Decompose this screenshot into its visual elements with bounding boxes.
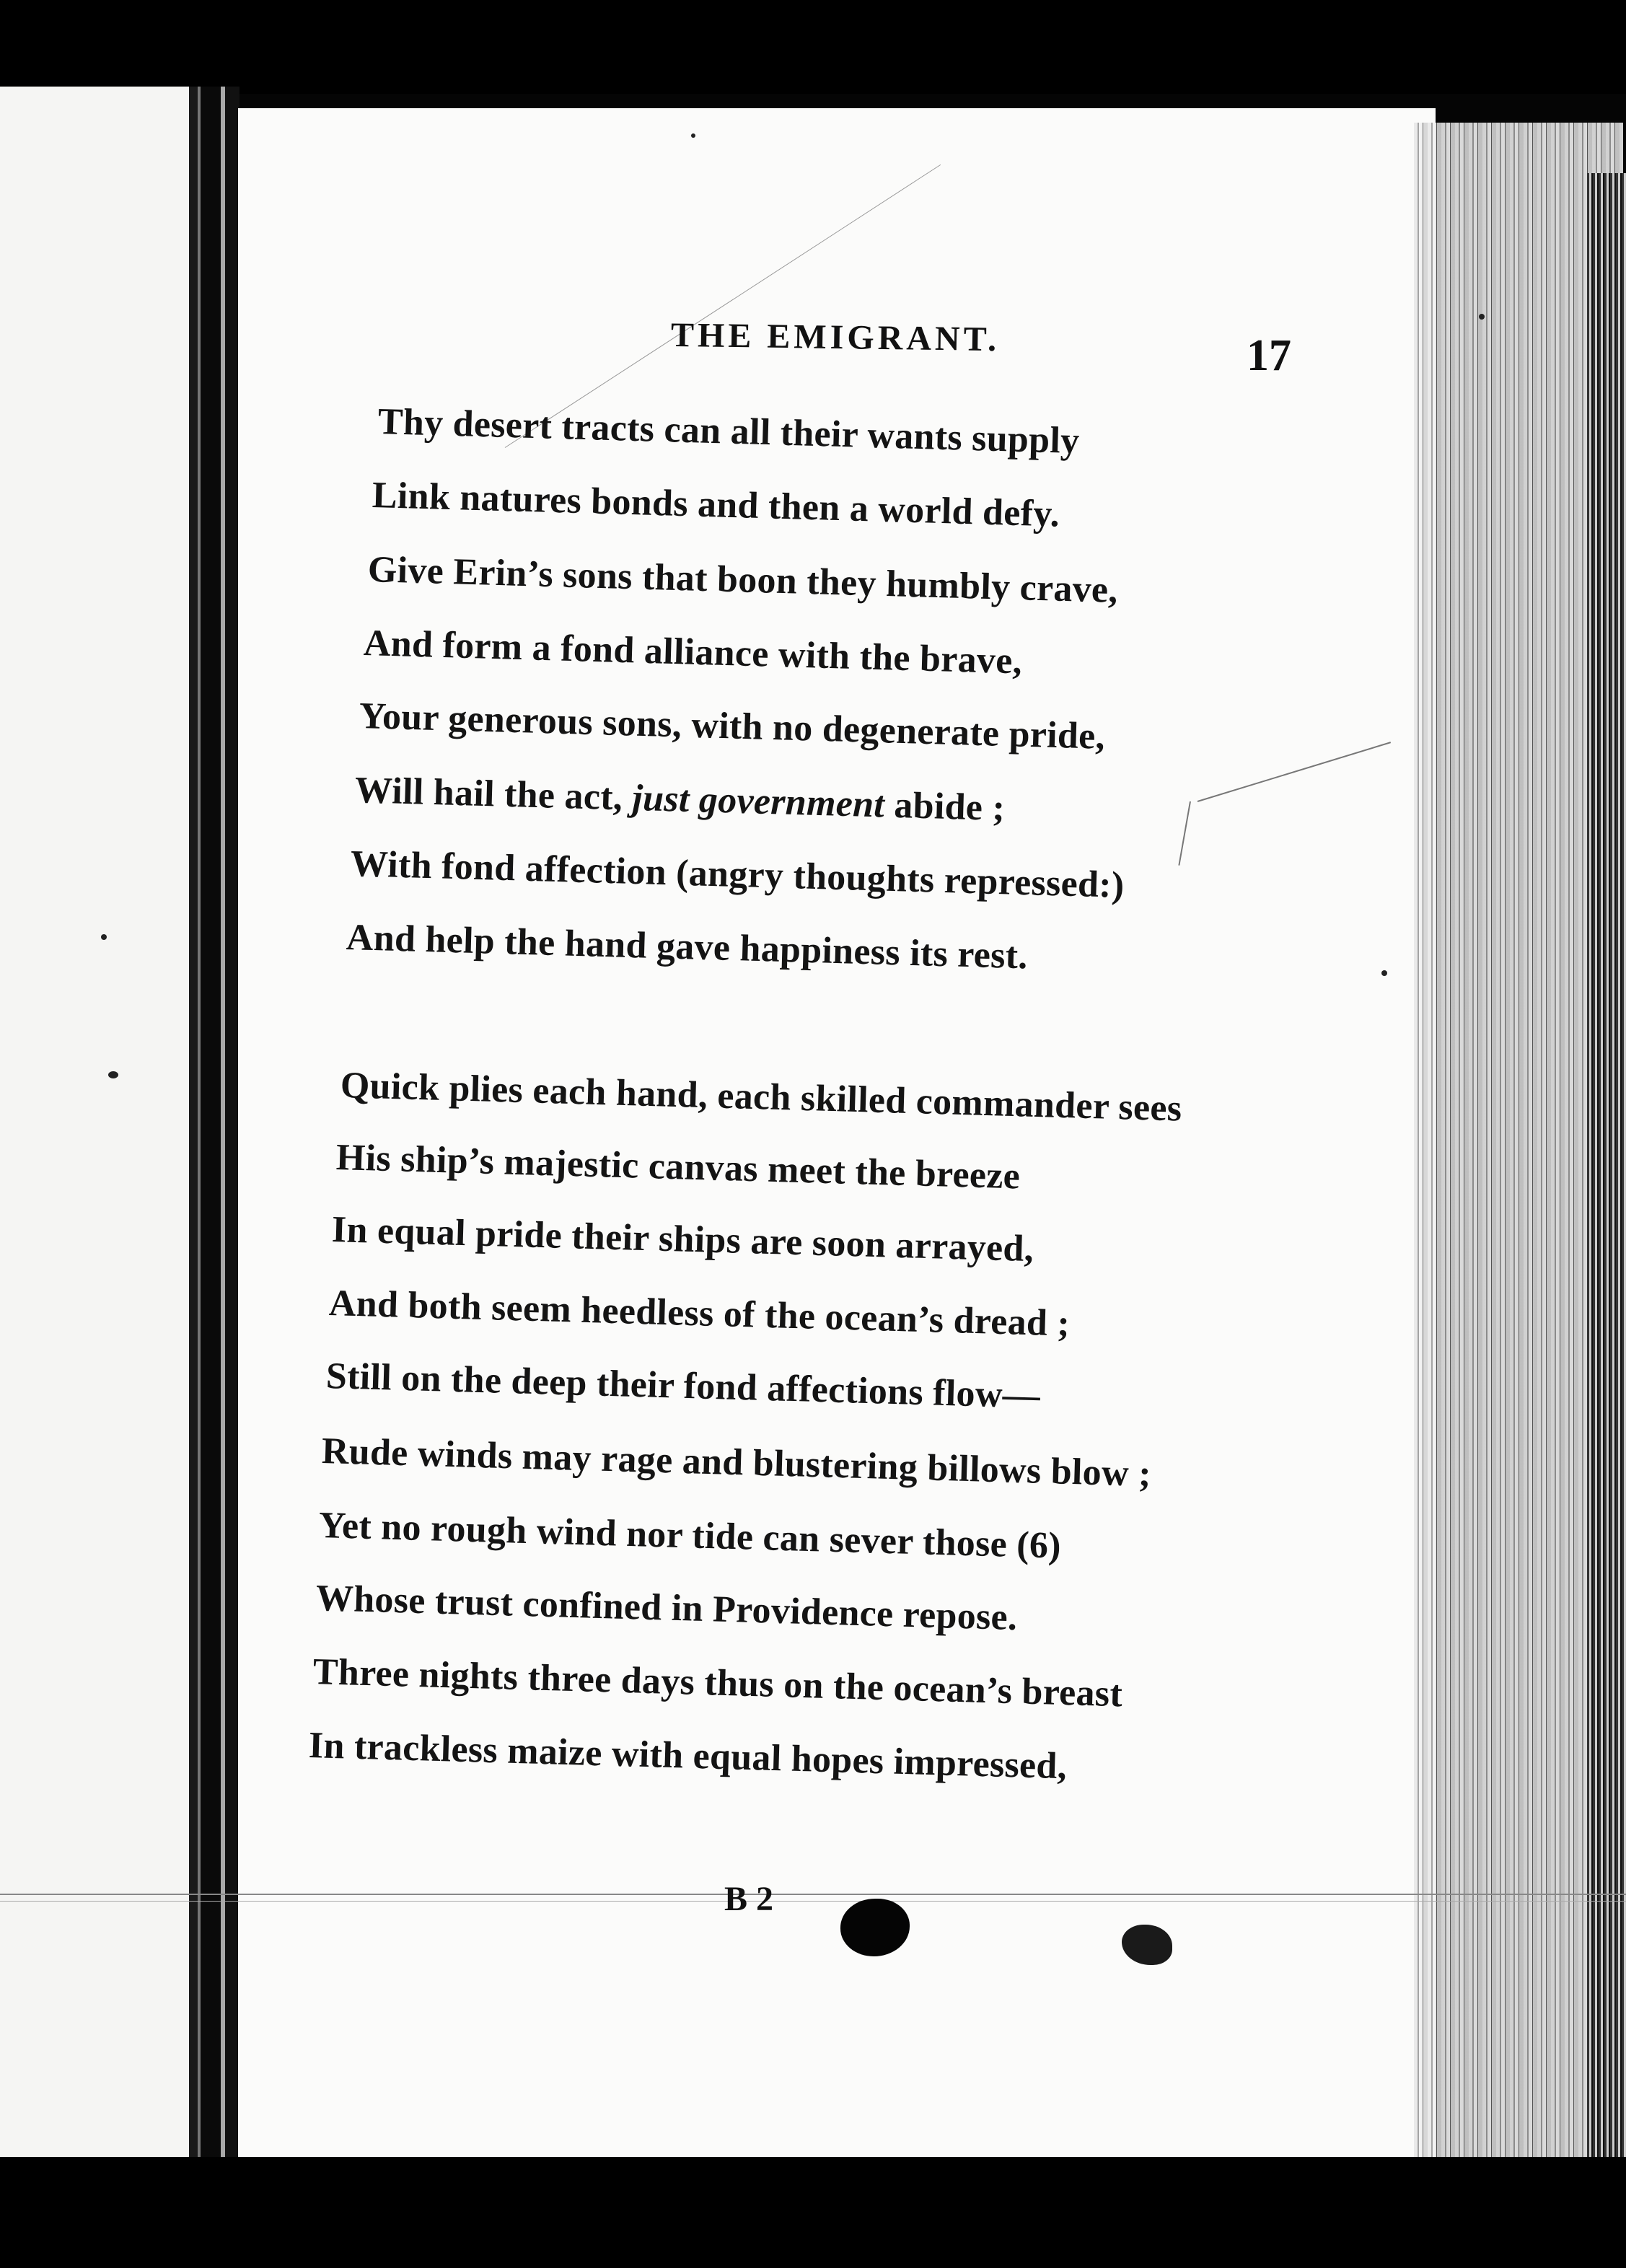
verse-line-text: Will hail the act, [354,770,633,819]
verse-line: Thy desert tracts can all their wants supply [377,401,1081,462]
scan-top-border [0,0,1626,94]
verse-line: And form a fond alliance with the brave, [363,623,1023,682]
verse-line: Whose trust confined in Providence repose. [315,1578,1019,1639]
verse-line: Give Erin’s sons that boon they humbly crave, [367,549,1119,612]
book-gutter [189,87,239,2161]
scan-speck [1381,970,1387,976]
verse-line: His ship’s majestic canvas meet the breeze [335,1137,1021,1197]
verse-line: And both seem heedless of the ocean’s dread ; [328,1283,1071,1345]
verse-line: In trackless maize with equal hopes impressed, [308,1725,1068,1788]
verse-line-text: abide ; [884,784,1006,830]
left-page-fragment [0,87,189,2161]
verse-line: Three nights three days thus on the ocean’s breast [312,1651,1123,1715]
page-header [671,317,1118,375]
footer-rule [0,1901,1626,1902]
verse-line: Quick plies each hand, each skilled commander sees [340,1065,1183,1130]
verse-line-italic: just government [631,777,885,826]
scan-bottom-border [0,2157,1626,2268]
verse-line: Still on the deep their fond affections flow— [325,1355,1041,1417]
scan-speck [101,934,107,940]
scan-speck [108,1071,118,1078]
running-title: THE EMIGRANT. [670,315,1001,359]
page-number: 17 [1247,331,1291,380]
scan-speck [691,133,695,138]
page-edges-dark [1587,173,1626,2157]
verse-line: Your generous sons, with no degenerate pride, [359,695,1106,757]
verse-line: With fond affection (angry thoughts repressed:) [350,843,1125,906]
footer-rule [0,1894,1626,1895]
scan-speck [1479,314,1485,320]
signature-mark: B 2 [724,1880,774,1918]
verse-line: Yet no rough wind nor tide can sever those (6) [318,1505,1062,1567]
verse-line: In equal pride their ships are soon arrayed, [331,1209,1034,1270]
verse-line: Link natures bonds and then a world defy. [372,475,1060,535]
verse-line: And help the hand gave happiness its rest. [346,917,1029,977]
verse-line: Rude winds may rage and blustering billows blow ; [321,1430,1152,1495]
